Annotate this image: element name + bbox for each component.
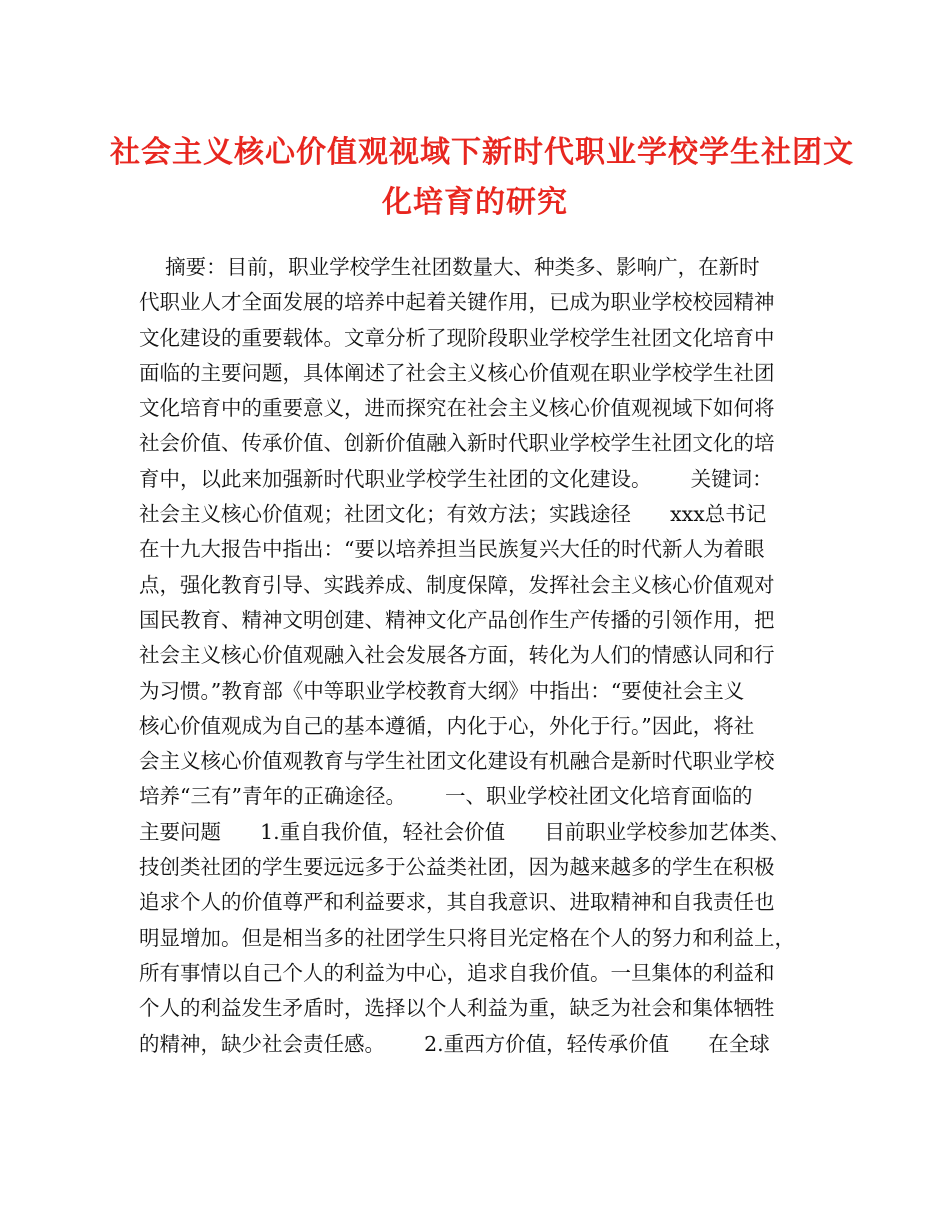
body-line: 育中，以此来加强新时代职业学校学生社团的文化建设。 关键词： [139, 466, 773, 491]
body-line: 摘要：目前，职业学校学生社团数量大、种类多、影响广，在新时 [139, 255, 760, 279]
body-line: 会主义核心价值观教育与学生社团文化建设有机融合是新时代职业学校 [139, 749, 775, 774]
body-line: 社会主义核心价值观；社团文化；有效方法；实践途径 xxx总书记 [139, 502, 767, 527]
body-line: 社会主义核心价值观融入社会发展各方面，转化为人们的情感认同和行 [139, 643, 775, 668]
body-line: 为习惯。”教育部《中等职业学校教育大纲》中指出：“要使社会主义 [139, 678, 745, 703]
body-line: 社会价值、传承价值、创新价值融入新时代职业学校学生社团文化的培 [139, 431, 775, 456]
body-line: 培养“三有”青年的正确途径。 一、职业学校社团文化培育面临的 [139, 784, 753, 809]
body-line: 技创类社团的学生要远远多于公益类社团，因为越来越多的学生在积极 [139, 855, 775, 880]
body-line: 文化建设的重要载体。文章分析了现阶段职业学校学生社团文化培育中 [139, 325, 775, 350]
body-line: 核心价值观成为自己的基本遵循，内化于心，外化于行。”因此，将社 [139, 713, 755, 738]
body-line: 个人的利益发生矛盾时，选择以个人利益为重，缺乏为社会和集体牺牲 [139, 996, 775, 1021]
body-line: 文化培育中的重要意义，进而探究在社会主义核心价值观视域下如何将 [139, 396, 775, 421]
title-line: 化培育的研究 [382, 185, 568, 220]
body-line: 追求个人的价值尊严和利益要求，其自我意识、进取精神和自我责任也 [139, 890, 775, 915]
body-line: 面临的主要问题，具体阐述了社会主义核心价值观在职业学校学生社团 [139, 360, 775, 385]
body-line: 国民教育、精神文明创建、精神文化产品创作生产传播的引领作用，把 [139, 607, 775, 632]
body-line: 点，强化教育引导、实践养成、制度保障，发挥社会主义核心价值观对 [139, 572, 775, 597]
body-line: 在十九大报告中指出：“要以培养担当民族复兴大任的时代新人为着眼 [139, 537, 765, 562]
document-title [110, 128, 854, 228]
body-line: 所有事情以自己个人的利益为中心，追求自我价值。一旦集体的利益和 [139, 960, 775, 985]
body-line: 主要问题 1.重自我价值，轻社会价值 目前职业学校参加艺体类、 [139, 819, 791, 844]
body-line: 明显增加。但是相当多的社团学生只将目光定格在个人的努力和利益上， [139, 925, 795, 950]
document-body [139, 250, 839, 1062]
body-line: 代职业人才全面发展的培养中起着关键作用，已成为职业学校校园精神 [139, 290, 775, 315]
title-line: 社会主义核心价值观视域下新时代职业学校学生社团文 [110, 135, 854, 170]
body-line: 的精神，缺少社会责任感。 2.重西方价值，轻传承价值 在全球 [139, 1031, 770, 1056]
